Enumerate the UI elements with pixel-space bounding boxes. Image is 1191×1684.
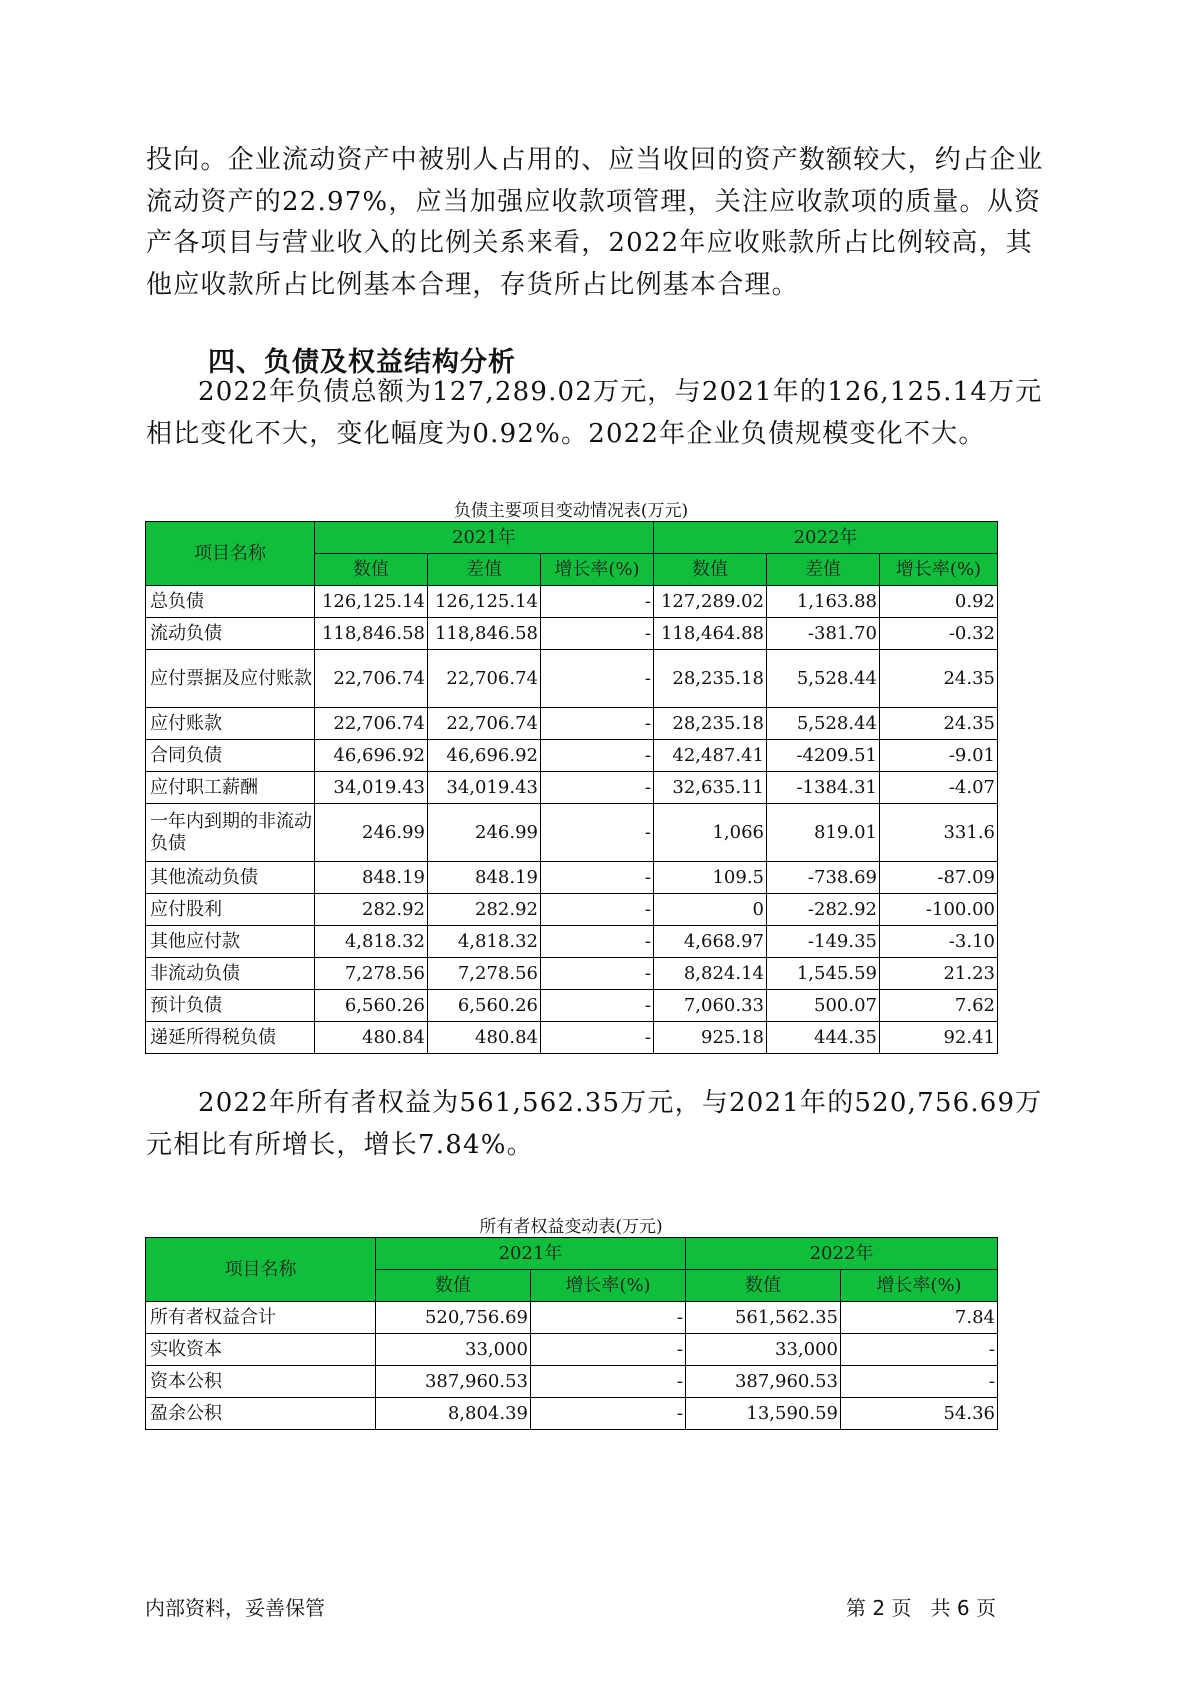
liability-summary-paragraph: 2022年负债总额为127,289.02万元，与2021年的126,125.14万元相比变化不大，变化幅度为0.92%。2022年企业负债规模变化不大。 [146,377,1043,449]
row-value: -3.10 [880,926,998,958]
row-value: 126,125.14 [428,586,541,618]
row-value: 6,560.26 [315,990,428,1022]
row-value: 282.92 [315,894,428,926]
row-value: 1,163.88 [767,586,880,618]
row-value: - [531,1302,686,1334]
table-row [146,1334,998,1366]
row-value: 13,590.59 [686,1398,841,1430]
table-row [146,958,998,990]
liability-table [145,521,998,1054]
header-item-name: 项目名称 [146,1238,376,1302]
row-value: 4,668.97 [654,926,767,958]
row-value: -100.00 [880,894,998,926]
row-value: 22,706.74 [428,708,541,740]
row-label: 应付股利 [146,894,315,926]
row-value: 848.19 [315,862,428,894]
intro-paragraph: 投向。企业流动资产中被别人占用的、应当收回的资产数额较大，约占企业流动资产的22.97%，应当加强应收款项管理，关注应收款项的质量。从资产各项目与营业收入的比例关系来看，2022年应收账款所占比例较高，其他应收款所占比例基本合理，存货所占比例基本合理。 [146,145,1044,300]
header-year-2021: 2021年 [315,522,654,554]
table-row [146,618,998,650]
table-row [146,804,998,862]
row-value: - [541,618,654,650]
row-value: - [541,772,654,804]
row-value: 33,000 [376,1334,531,1366]
row-value: -738.69 [767,862,880,894]
row-label: 非流动负债 [146,958,315,990]
row-value: -9.01 [880,740,998,772]
row-value: 7.84 [841,1302,998,1334]
row-value: - [531,1334,686,1366]
equity-summary-paragraph: 2022年所有者权益为561,562.35万元，与2021年的520,756.69万元相比有所增长，增长7.84%。 [146,1088,1043,1160]
row-value: 561,562.35 [686,1302,841,1334]
table-row [146,1398,998,1430]
row-value: 0.92 [880,586,998,618]
row-value: 6,560.26 [428,990,541,1022]
row-value: 22,706.74 [428,650,541,708]
row-value: - [841,1366,998,1398]
equity-table-caption: 所有者权益变动表(万元) [479,1217,663,1237]
row-value: - [541,586,654,618]
liability-table-caption: 负债主要项目变动情况表(万元) [453,501,689,521]
row-value: - [841,1334,998,1366]
header-item-name: 项目名称 [146,522,315,586]
row-label: 递延所得税负债 [146,1022,315,1054]
row-value: 282.92 [428,894,541,926]
row-label: 总负债 [146,586,315,618]
row-value: 21.23 [880,958,998,990]
table-row [146,1366,998,1398]
header-diff-2021: 差值 [428,554,541,586]
row-value: - [531,1366,686,1398]
row-value: 118,846.58 [315,618,428,650]
row-value: 33,000 [686,1334,841,1366]
row-value: -1384.31 [767,772,880,804]
row-label: 实收资本 [146,1334,376,1366]
row-value: 480.84 [315,1022,428,1054]
row-value: 46,696.92 [315,740,428,772]
row-value: 246.99 [428,804,541,862]
row-value: - [541,958,654,990]
header-growth-2021: 增长率(%) [531,1270,686,1302]
table-row [146,708,998,740]
row-label: 流动负债 [146,618,315,650]
row-value: -4209.51 [767,740,880,772]
row-value: 8,804.39 [376,1398,531,1430]
row-value: 925.18 [654,1022,767,1054]
header-value-2021: 数值 [376,1270,531,1302]
row-value: 92.41 [880,1022,998,1054]
row-value: 28,235.18 [654,650,767,708]
row-value: 848.19 [428,862,541,894]
row-value: 520,756.69 [376,1302,531,1334]
row-label: 其他流动负债 [146,862,315,894]
row-label: 应付职工薪酬 [146,772,315,804]
table-row [146,894,998,926]
row-value: -282.92 [767,894,880,926]
row-value: 24.35 [880,708,998,740]
row-value: 46,696.92 [428,740,541,772]
row-value: 28,235.18 [654,708,767,740]
row-value: 127,289.02 [654,586,767,618]
row-value: 819.01 [767,804,880,862]
header-value-2022: 数值 [686,1270,841,1302]
row-value: 32,635.11 [654,772,767,804]
footer-page-number: 第 2 页 共 6 页 [846,1596,996,1620]
row-value: -149.35 [767,926,880,958]
header-growth-2022: 增长率(%) [841,1270,998,1302]
row-value: 5,528.44 [767,708,880,740]
row-value: 444.35 [767,1022,880,1054]
row-value: -0.32 [880,618,998,650]
header-year-2022: 2022年 [654,522,998,554]
row-value: 109.5 [654,862,767,894]
row-value: - [541,708,654,740]
row-value: 54.36 [841,1398,998,1430]
row-value: -87.09 [880,862,998,894]
row-label: 所有者权益合计 [146,1302,376,1334]
header-value-2022: 数值 [654,554,767,586]
row-value: 42,487.41 [654,740,767,772]
row-value: 7,278.56 [315,958,428,990]
table-row [146,926,998,958]
table-row [146,772,998,804]
row-label: 盈余公积 [146,1398,376,1430]
row-value: 22,706.74 [315,708,428,740]
header-value-2021: 数值 [315,554,428,586]
row-value: 34,019.43 [315,772,428,804]
row-value: 331.6 [880,804,998,862]
header-growth-2022: 增长率(%) [880,554,998,586]
row-value: 387,960.53 [376,1366,531,1398]
row-value: 480.84 [428,1022,541,1054]
row-label: 应付账款 [146,708,315,740]
table-row [146,1302,998,1334]
row-value: - [541,990,654,1022]
table-row [146,650,998,708]
row-value: - [541,1022,654,1054]
row-value: -4.07 [880,772,998,804]
header-diff-2022: 差值 [767,554,880,586]
row-value: 118,464.88 [654,618,767,650]
row-value: 0 [654,894,767,926]
table-row [146,990,998,1022]
row-value: 22,706.74 [315,650,428,708]
row-value: - [541,804,654,862]
row-value: 8,824.14 [654,958,767,990]
row-value: 1,545.59 [767,958,880,990]
row-value: 4,818.32 [315,926,428,958]
row-label: 资本公积 [146,1366,376,1398]
header-year-2022: 2022年 [686,1238,998,1270]
table-row [146,1022,998,1054]
row-label: 一年内到期的非流动负债 [146,804,315,862]
equity-table [145,1237,998,1430]
row-value: - [541,926,654,958]
row-value: - [541,650,654,708]
row-value: 4,818.32 [428,926,541,958]
row-label: 合同负债 [146,740,315,772]
row-value: 1,066 [654,804,767,862]
row-value: 34,019.43 [428,772,541,804]
row-value: - [541,894,654,926]
footer-confidential-note: 内部资料，妥善保管 [145,1596,325,1620]
row-value: 7,060.33 [654,990,767,1022]
row-value: 246.99 [315,804,428,862]
row-value: -381.70 [767,618,880,650]
table-row [146,862,998,894]
row-value: 387,960.53 [686,1366,841,1398]
row-label: 应付票据及应付账款 [146,650,315,708]
row-value: 7.62 [880,990,998,1022]
row-value: 126,125.14 [315,586,428,618]
row-value: - [541,740,654,772]
section-heading: 四、负债及权益结构分析 [208,347,516,378]
row-label: 其他应付款 [146,926,315,958]
row-value: 24.35 [880,650,998,708]
row-value: 118,846.58 [428,618,541,650]
row-label: 预计负债 [146,990,315,1022]
table-row [146,740,998,772]
row-value: 500.07 [767,990,880,1022]
row-value: - [531,1398,686,1430]
header-growth-2021: 增长率(%) [541,554,654,586]
row-value: 5,528.44 [767,650,880,708]
table-row [146,586,998,618]
header-year-2021: 2021年 [376,1238,686,1270]
row-value: 7,278.56 [428,958,541,990]
row-value: - [541,862,654,894]
